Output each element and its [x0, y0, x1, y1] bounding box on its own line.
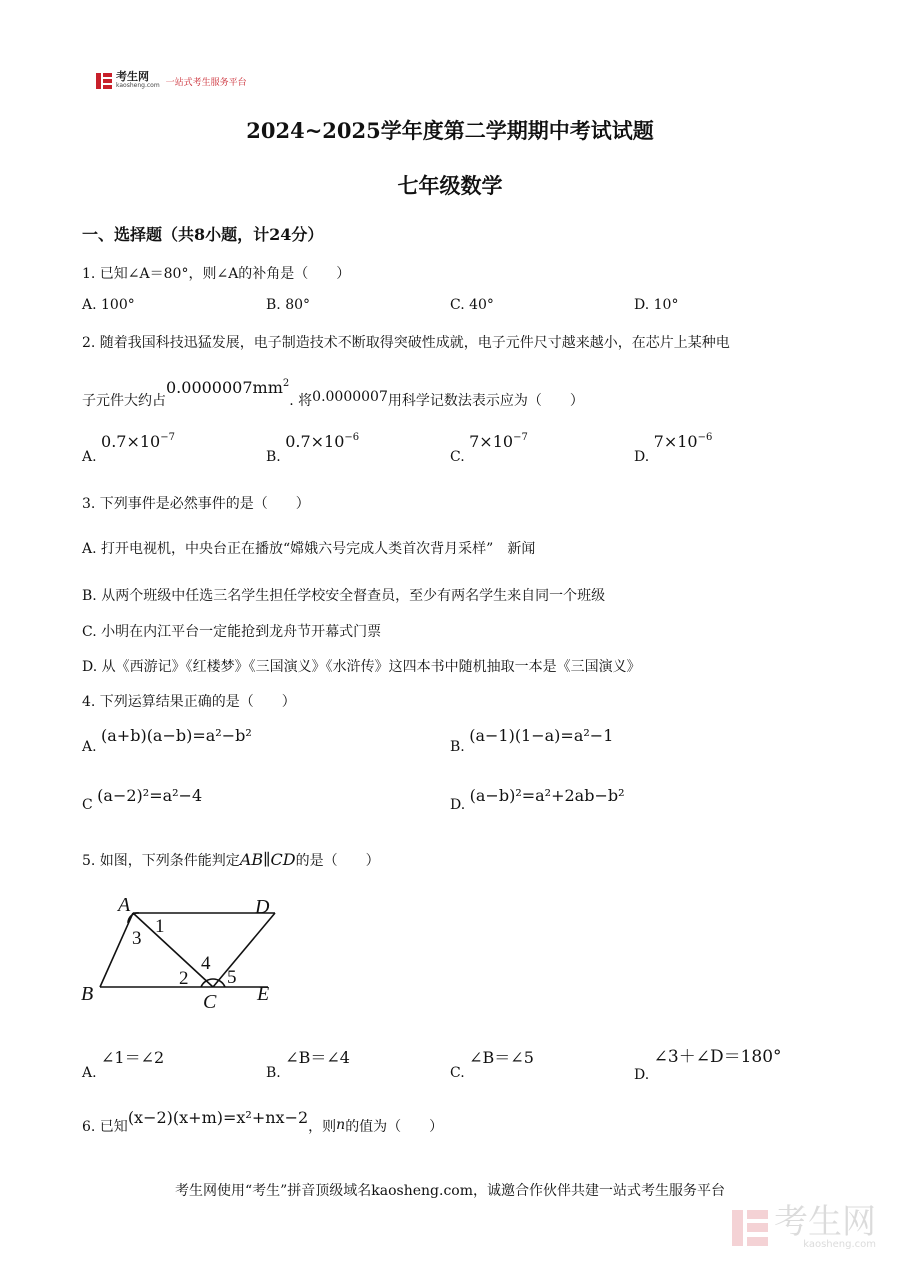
q4-option-b: B. (a−1)(1−a)=a²−1	[450, 726, 614, 755]
q3-option-d: D. 从《西游记》《红楼梦》《三国演义》《水浒传》这四本书中随机抽取一本是《三国演义》	[82, 659, 641, 675]
watermark-logo-icon	[732, 1210, 768, 1246]
question-2-line2: 子元件大约占$0.0000007mm^2$. 将0.0000007用科学记数法表示应为（ ）	[82, 378, 584, 409]
section-heading: 一、选择题（共8小题，计24分）	[82, 225, 324, 244]
q1-option-c: C. 40°	[450, 297, 494, 313]
label-d: D	[255, 896, 270, 918]
label-c: C	[203, 991, 217, 1013]
label-a: A	[118, 894, 131, 916]
q5-option-b: B. ∠B＝∠4	[266, 1048, 350, 1081]
watermark	[732, 1202, 876, 1250]
q3-option-c: C. 小明在内江平台一定能抢到龙舟节开幕式门票	[82, 624, 382, 640]
label-5: 5	[227, 967, 237, 988]
question-3: 3. 下列事件是必然事件的是（ ）	[82, 496, 310, 512]
q2-option-a: A. $0.7\times 10^{-7}$	[82, 432, 175, 465]
q6-expression: (x−2)(x+m)=x²+nx−2	[127, 1108, 309, 1127]
q5-option-c: C. ∠B＝∠5	[450, 1048, 534, 1081]
logo-name: 考生网	[116, 70, 149, 83]
label-4: 4	[201, 953, 211, 974]
logo-slogan: 一站式考生服务平台	[165, 77, 247, 88]
q5-option-d: D. ∠3＋∠D＝180°	[634, 1047, 782, 1083]
q2-option-b: B. $0.7\times 10^{-6}$	[266, 432, 360, 465]
label-3: 3	[132, 928, 142, 949]
question-5: 5. 如图，下列条件能判定AB∥CD的是（ ）	[82, 850, 380, 869]
q4-option-c: C (a−2)²=a²−4	[82, 786, 203, 813]
line-ac	[133, 913, 213, 987]
q4-option-d: D. (a−b)²=a²+2ab−b²	[450, 786, 625, 813]
q3-option-b: B. 从两个班级中任选三名学生担任学校安全督查员，至少有两名学生来自同一个班级	[82, 588, 606, 604]
q4-option-a: A. (a+b)(a−b)=a²−b²	[82, 726, 252, 755]
q5-option-a: A. ∠1＝∠2	[82, 1048, 165, 1081]
q1-option-b: B. 80°	[266, 297, 311, 313]
q5-condition: AB∥CD	[239, 850, 296, 869]
question-4: 4. 下列运算结果正确的是（ ）	[82, 694, 296, 710]
logo-icon	[96, 73, 112, 89]
watermark-domain: kaosheng.com	[803, 1239, 876, 1250]
question-2-line1: 2. 随着我国科技迅猛发展，电子制造技术不断取得突破性成就，电子元件尺寸越来越小，在芯片上某种电	[82, 335, 730, 351]
page-subtitle: 七年级数学	[397, 173, 503, 198]
q2-option-c: C. $7\times 10^{-7}$	[450, 432, 528, 465]
q1-option-d: D. 10°	[634, 297, 679, 313]
label-e: E	[257, 983, 270, 1005]
watermark-text: 考生网	[774, 1202, 876, 1242]
q2-option-d: D. $7\times 10^{-6}$	[634, 432, 713, 465]
q2-number: 0.0000007	[312, 389, 388, 405]
line-cd	[213, 913, 275, 987]
header-logo	[96, 72, 247, 90]
question-1: 1. 已知∠A＝80°，则∠A的补角是（ ）	[82, 266, 351, 282]
logo-domain: kaosheng.com	[116, 82, 160, 89]
label-1: 1	[155, 916, 165, 937]
page-title: 2024~2025学年度第二学期期中考试试题	[246, 118, 654, 143]
footer-text: 考生网使用“考生”拼音顶级域名kaosheng.com，诚邀合作伙伴共建一站式考生服务平台	[174, 1183, 726, 1199]
q1-option-a: A. 100°	[82, 297, 135, 313]
q2-area: 0.0000007mm	[166, 378, 283, 397]
q5-figure	[75, 892, 295, 1017]
line-ab	[100, 913, 133, 987]
q3-option-a: A. 打开电视机，中央台正在播放“嫦娥六号完成人类首次背月采样” 新闻	[82, 541, 536, 557]
label-b: B	[81, 983, 94, 1005]
label-2: 2	[179, 968, 189, 989]
question-6: 6. 已知(x−2)(x+m)=x²+nx−2，则n的值为（ ）	[82, 1108, 444, 1135]
